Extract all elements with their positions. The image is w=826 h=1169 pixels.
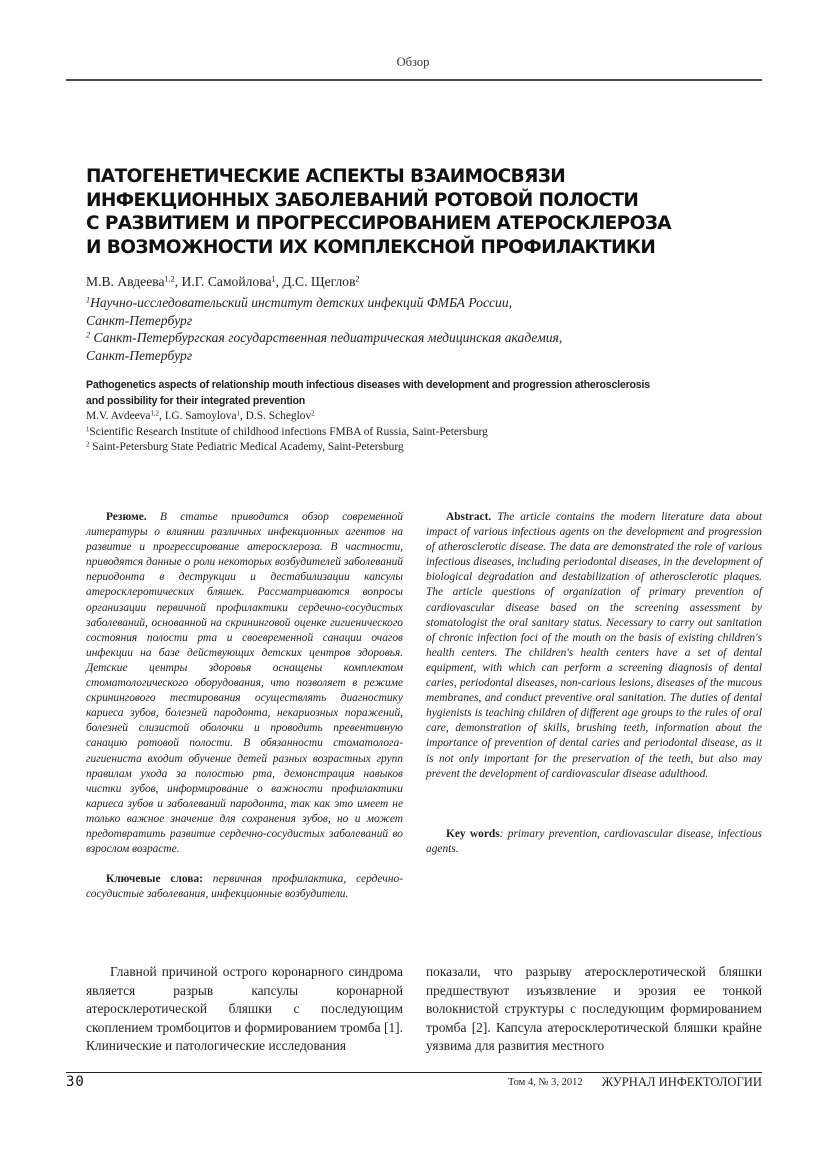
- journal-name: ЖУРНАЛ ИНФЕКТОЛОГИИ: [601, 1075, 762, 1089]
- english-title-line: and possibility for their integrated prevention: [86, 394, 305, 407]
- affil-number: 1: [86, 425, 90, 433]
- title-line: И ВОЗМОЖНОСТИ ИХ КОМПЛЕКСНОЙ ПРОФИЛАКТИКИ: [86, 236, 656, 258]
- author-name: Д.С. Щеглов: [282, 274, 356, 289]
- english-affiliation: [86, 440, 776, 456]
- author-name: I.G. Samoylova: [164, 410, 237, 422]
- keywords-ru-text: первичная профилактика, сердечно-сосудистые заболевания, инфекционные возбудители.: [86, 873, 403, 901]
- keywords-ru-paragraph: [86, 872, 403, 902]
- affiliation-line: [86, 329, 762, 347]
- abstract-ru: [86, 510, 403, 902]
- english-title-line: Pathogenetics aspects of relationship mouth infectious diseases with development and progression atherosclerosis: [86, 379, 650, 391]
- affiliation-line: Санкт-Петербург: [86, 347, 193, 363]
- title-line: ИНФЕКЦИОННЫХ ЗАБОЛЕВАНИЙ РОТОВОЙ ПОЛОСТИ: [86, 189, 639, 211]
- affil-number: 2: [86, 330, 91, 340]
- affil-number: 2: [86, 441, 90, 449]
- affil-text: Saint-Petersburg State Pediatric Medical Academy, Saint-Petersburg: [89, 441, 404, 453]
- author-sep: ,: [174, 274, 182, 289]
- running-head: Обзор: [396, 55, 430, 69]
- author-affil-ref: 1: [236, 410, 240, 418]
- abstract-en-label: Abstract.: [446, 511, 492, 523]
- english-header: [86, 378, 776, 456]
- footer-rule: [66, 1072, 762, 1073]
- issue-info: Том 4, № 3, 2012: [508, 1077, 583, 1088]
- article-title: [86, 165, 746, 259]
- author-sep: ,: [158, 410, 165, 422]
- author-name: M.V. Avdeeva: [86, 410, 151, 422]
- author-affil-ref: 1: [271, 274, 276, 284]
- affil-number: 1: [86, 295, 91, 305]
- page-number: 30: [66, 1074, 85, 1090]
- keywords-en-paragraph: [426, 827, 762, 857]
- abstract-en: [426, 510, 762, 902]
- header-rule: [66, 79, 762, 81]
- author-affil-ref: 2: [311, 410, 315, 418]
- affil-text: Санкт-Петербургская государственная педиатрическая медицинская академия,: [90, 330, 563, 345]
- body-paragraph: показали, что разрыву атеросклеротической бляшки предшествуют изъязвление и эрозия ее тонкой волокнистой структуры с последующим формированием тромба [2]. Капсула атеросклеротической бляшки крайне уязвима для развития местного: [426, 964, 762, 1054]
- keywords-ru-label: Ключевые слова:: [106, 873, 203, 886]
- affiliation-line: [86, 294, 762, 312]
- body-columns: [86, 963, 762, 1056]
- author-affil-ref: 2: [355, 274, 360, 284]
- keywords-en-label: Key words: [446, 827, 500, 840]
- abstract-en-text: The article contains the modern literature data about impact of various infectious agents on the development and progression of atherosclerotic disease. The data are demonstrated the role of various infectious diseases, including periodontal diseases, in the development of biological degradation and destabilization of atherosclerotic plaques. The article questions of organization of primary prevention of cardiovascular disease based on the screening assessment by stomatologist the oral sanitary status. Necessary to carry out sanitation of chronic infection foci of the mouth on the basis of existing children's health centers. The children's health centers have a set of dental equipment, with which can perform a screening diagnosis of dental caries, periodontal diseases, non-carious lesions, diseases of the mucous membranes, and conduct preventive oral sanitation. The duties of dental hygienists is teaching children of different age groups to the rules of oral care, demonstration of skills, brushing teeth, information about the importance of prevention of dental caries and periodontal disease, as it is not only important for the preservation of the teeth, but also may prevent the development of cardiovascular disease adulthood.: [426, 511, 762, 780]
- author-sep: ,: [275, 274, 283, 289]
- author-affil-ref: 1,2: [150, 410, 159, 418]
- author-affil-ref: 1,2: [164, 274, 175, 284]
- title-line: С РАЗВИТИЕМ И ПРОГРЕССИРОВАНИЕМ АТЕРОСКЛЕРОЗА: [86, 213, 671, 234]
- abstract-ru-label: Резюме.: [106, 511, 147, 523]
- body-column-left: [86, 963, 403, 1056]
- affil-text: Научно-исследовательский институт детских инфекций ФМБА России,: [90, 295, 513, 310]
- english-affiliation: [86, 425, 776, 441]
- abstract-columns: [86, 510, 762, 902]
- keywords-en-text: : primary prevention, cardiovascular disease, infectious agents.: [426, 827, 762, 855]
- author-sep: ,: [239, 410, 246, 422]
- abstract-ru-text: В статье приводится обзор современной литературы о влиянии различных инфекционных агентов на развитие и прогрессирование атеросклероза. В частности, приводятся данные о роли некоторых возбудителей заболеваний периодонта в деструкции и дестабилизации капсулы атеросклеротических бляшек. Рассматриваются вопросы организации первичной профилактики сердечно-сосудистых заболеваний, основанной на скрининговой оценке гигиенического состояния полости рта и своевременной санации очагов инфекции на базе действующих детских центров здоровья. Детские центры здоровья оснащены комплектом стоматологического оборудования, что позволяет в режиме скринингового тестирования осуществлять диагностику кариеса зубов, болезней пародонта, некариозных поражений, болезней слизистой оболочки и проводить превентивную санацию ротовой полости. В обязанности стоматолога-гигиениста входит обучение детей разных возрастных групп правилам ухода за полостью рта, демонстрация навыков чистки зубов, информирование о важности профилактики кариеса зубов и заболеваний пародонта, так как это имеет не только важное значение для сохранения зубов, но и может предотвратить развитие сердечно-сосудистых заболеваний во взрослом возрасте.: [86, 511, 403, 856]
- body-column-right: [426, 963, 762, 1056]
- author-name: И.Г. Самойлова: [181, 274, 272, 289]
- title-line: ПАТОГЕНЕТИЧЕСКИЕ АСПЕКТЫ ВЗАИМОСВЯЗИ: [86, 166, 566, 187]
- body-paragraph: Главной причиной острого коронарного синдрома является разрыв капсулы коронарной атеросклеротической бляшки с последующим скоплением тромбоцитов и формированием тромба [1]. Клинические и патологические исследования: [86, 964, 403, 1054]
- abstract-en-paragraph: [426, 510, 762, 782]
- english-authors: [86, 409, 776, 425]
- affiliation-line: Санкт-Петербург: [86, 312, 193, 328]
- author-name: D.S. Scheglov: [245, 410, 312, 422]
- abstract-ru-paragraph: [86, 510, 403, 857]
- affil-text: Scientific Research Institute of childhood infections FMBA of Russia, Saint-Petersburg: [89, 425, 488, 438]
- affiliations-ru: [86, 294, 762, 364]
- author-name: М.В. Авдеева: [86, 274, 165, 289]
- authors-ru: [86, 274, 726, 290]
